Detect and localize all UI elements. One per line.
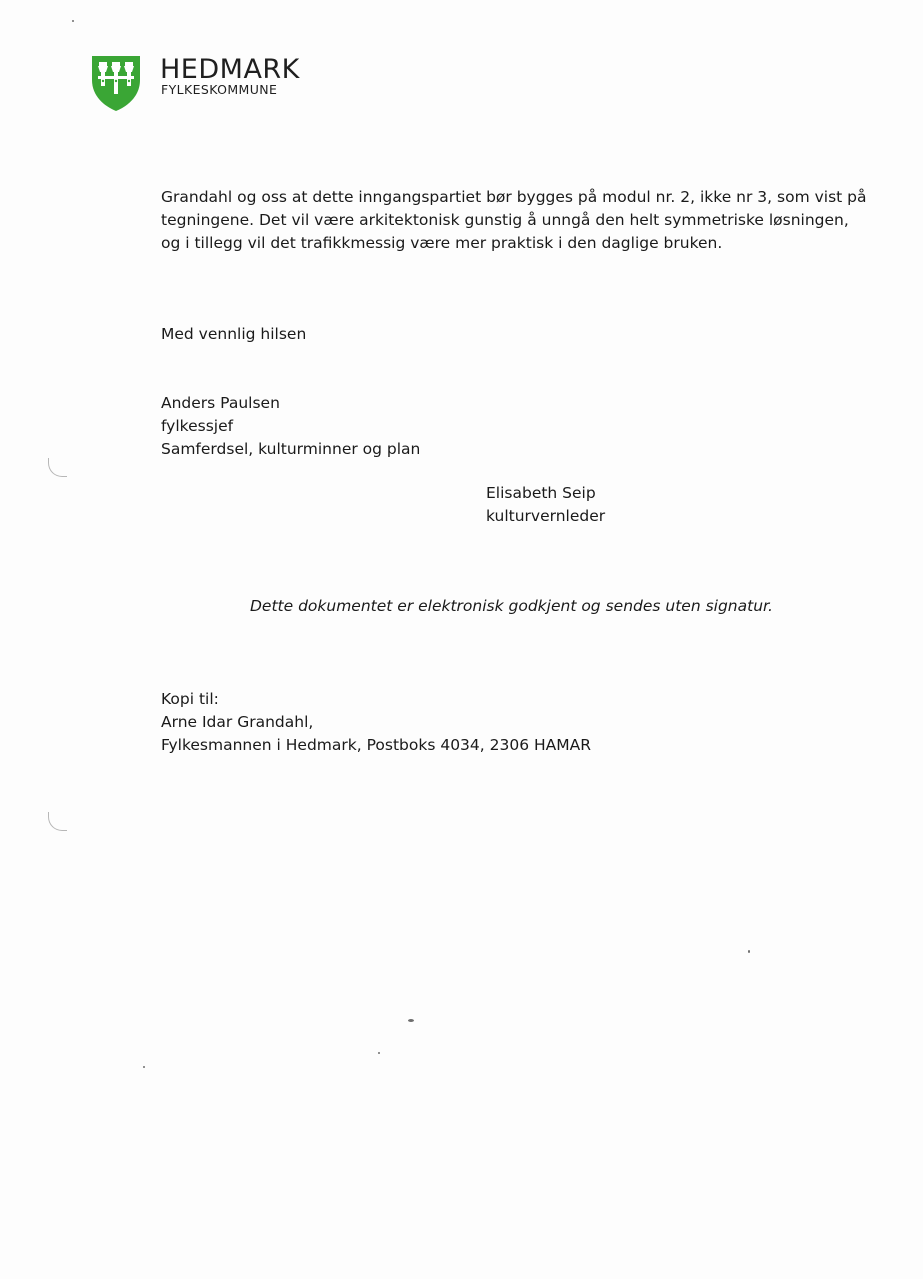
hedmark-coat-of-arms-icon	[90, 54, 142, 112]
second-signer-title: kulturvernleder	[486, 507, 606, 525]
org-name: HEDMARK	[160, 54, 300, 85]
second-signer-name: Elisabeth Seip	[486, 484, 596, 502]
body-line: og i tillegg vil det trafikkmessig være mer praktisk i den daglige bruken.	[161, 234, 723, 252]
scan-speck	[408, 1019, 414, 1022]
org-subtitle: FYLKESKOMMUNE	[161, 82, 278, 97]
sender-block	[161, 392, 420, 461]
scan-speck	[748, 950, 750, 953]
body-line: Grandahl og oss at dette inngangspartiet bør bygges på modul nr. 2, ikke nr 3, som vist på	[161, 188, 867, 206]
body-line: tegningene. Det vil være arkitektonisk gunstig å unngå den helt symmetriske løsningen,	[161, 211, 849, 229]
closing-salutation: Med vennlig hilsen	[161, 325, 307, 343]
scan-speck	[72, 20, 74, 22]
punch-hole-mark	[48, 812, 67, 831]
sender-title: fylkessjef	[161, 417, 234, 435]
copy-recipient: Arne Idar Grandahl,	[161, 713, 314, 731]
copy-to-block	[161, 688, 591, 757]
electronic-approval-note: Dette dokumentet er elektronisk godkjent og sendes uten signatur.	[250, 597, 773, 615]
copy-to-heading: Kopi til:	[161, 690, 219, 708]
punch-hole-mark	[48, 458, 67, 477]
scan-speck	[378, 1052, 380, 1054]
copy-recipient: Fylkesmannen i Hedmark, Postboks 4034, 2306 HAMAR	[161, 736, 592, 754]
scan-speck	[143, 1066, 145, 1068]
body-paragraph	[161, 186, 867, 255]
sender-name: Anders Paulsen	[161, 394, 280, 412]
second-signer-block	[486, 482, 605, 528]
sender-department: Samferdsel, kulturminner og plan	[161, 440, 421, 458]
